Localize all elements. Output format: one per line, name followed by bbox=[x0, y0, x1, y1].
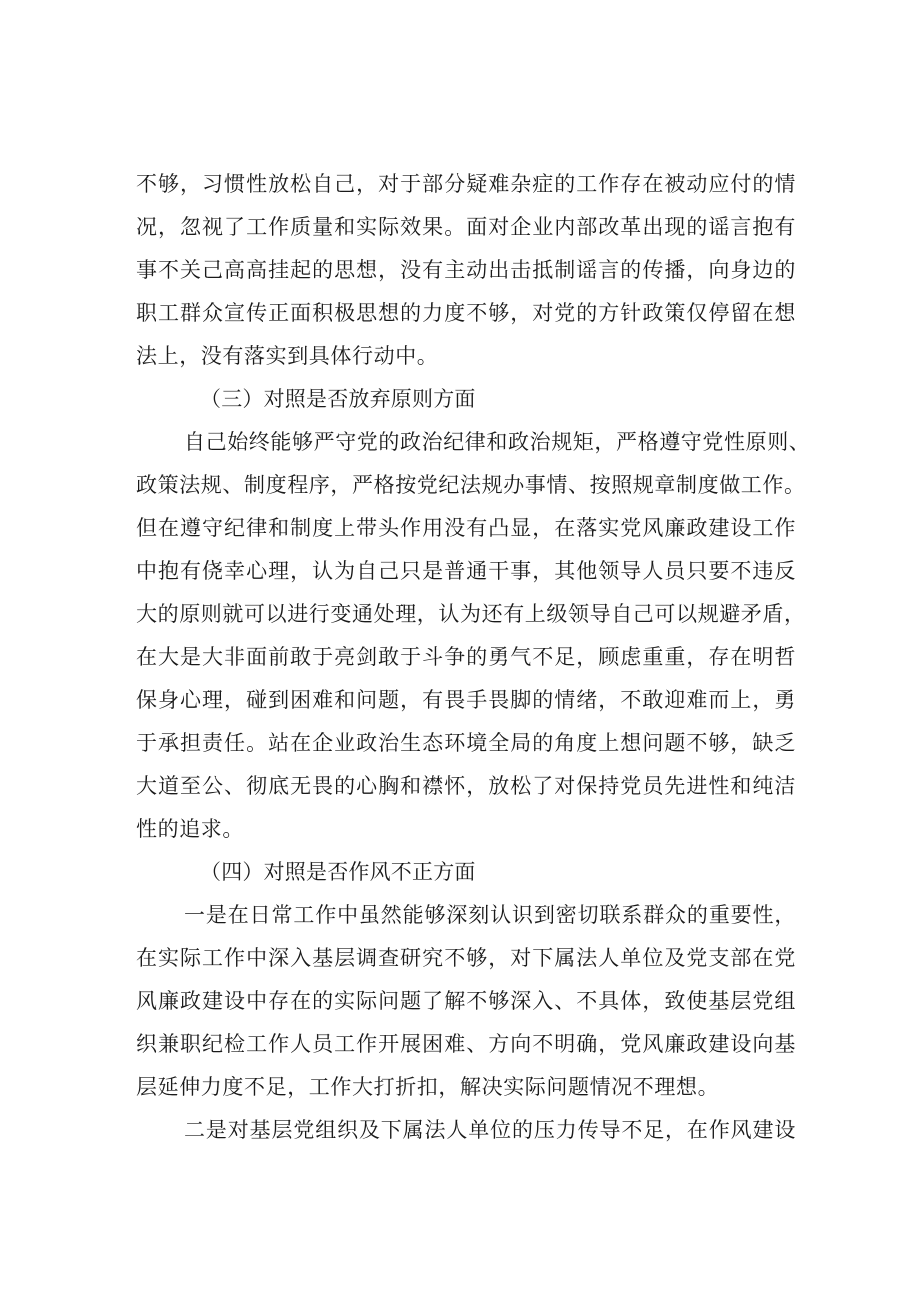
paragraph-line: 政策法规、制度程序，严格按党纪法规办事情、按照规章制度做工作。 bbox=[136, 473, 806, 497]
paragraph-line: 织兼职纪检工作人员工作开展困难、方向不明确，党风廉政建设向基 bbox=[136, 1032, 796, 1056]
paragraph-line: 但在遵守纪律和制度上带头作用没有凸显，在落实党风廉政建设工作 bbox=[136, 516, 796, 540]
paragraph-line: 况，忽视了工作质量和实际效果。面对企业内部改革出现的谣言抱有 bbox=[136, 215, 796, 239]
paragraph-line: 大的原则就可以进行变通处理，认为还有上级领导自己可以规避矛盾， bbox=[136, 602, 806, 626]
paragraph-line: 保身心理，碰到困难和问题，有畏手畏脚的情绪，不敢迎难而上，勇 bbox=[136, 688, 796, 712]
paragraph-line: 层延伸力度不足，工作大打折扣，解决实际问题情况不理想。 bbox=[136, 1075, 720, 1099]
paragraph-line: 二是对基层党组织及下属法人单位的压力传导不足，在作风建设 bbox=[184, 1118, 796, 1142]
paragraph-line: 风廉政建设中存在的实际问题了解不够深入、不具体，致使基层党组 bbox=[136, 989, 796, 1013]
paragraph-line: 一是在日常工作中虽然能够深刻认识到密切联系群众的重要性， bbox=[184, 903, 796, 927]
paragraph-line: 事不关己高高挂起的思想，没有主动出击抵制谣言的传播，向身边的 bbox=[136, 258, 796, 282]
paragraph-line: 于承担责任。站在企业政治生态环境全局的角度上想问题不够，缺乏 bbox=[136, 731, 796, 755]
paragraph-line: 职工群众宣传正面积极思想的力度不够，对党的方针政策仅停留在想 bbox=[136, 301, 796, 325]
paragraph-line: 大道至公、彻底无畏的心胸和襟怀，放松了对保持党员先进性和纯洁 bbox=[136, 774, 796, 798]
paragraph-line: 中抱有侥幸心理，认为自己只是普通干事，其他领导人员只要不违反 bbox=[136, 559, 796, 583]
paragraph-line: 在大是大非面前敢于亮剑敢于斗争的勇气不足，顾虑重重，存在明哲 bbox=[136, 645, 796, 669]
section-heading: （四）对照是否作风不正方面 bbox=[200, 860, 476, 884]
paragraph-line: 在实际工作中深入基层调查研究不够，对下属法人单位及党支部在党 bbox=[136, 946, 796, 970]
paragraph-line: 自己始终能够严守党的政治纪律和政治规矩，严格遵守党性原则、 bbox=[184, 430, 811, 454]
paragraph-line: 性的追求。 bbox=[136, 817, 244, 841]
section-heading: （三）对照是否放弃原则方面 bbox=[200, 387, 476, 411]
paragraph-line: 法上，没有落实到具体行动中。 bbox=[136, 344, 439, 368]
paragraph-line: 不够，习惯性放松自己，对于部分疑难杂症的工作存在被动应付的情 bbox=[136, 172, 796, 196]
